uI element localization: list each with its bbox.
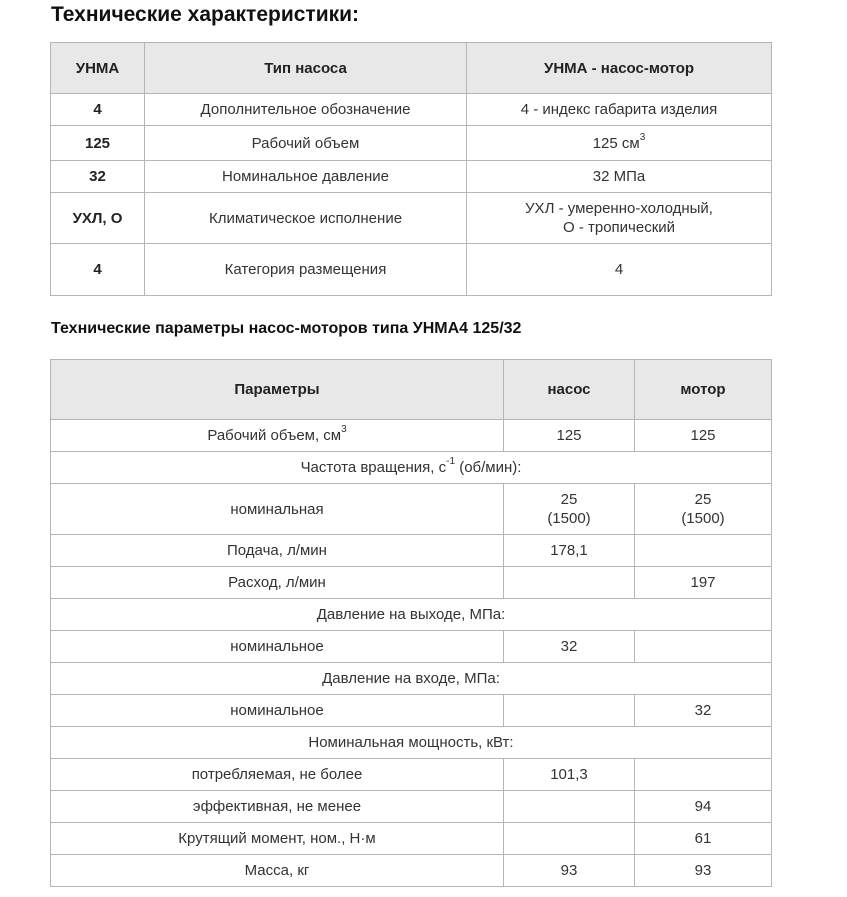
motor-cell: 125 bbox=[635, 420, 772, 452]
column-header-parameters: Параметры bbox=[51, 360, 504, 420]
meaning-cell: Дополнительное обозначение bbox=[145, 94, 467, 126]
column-header-type: Тип насоса bbox=[145, 43, 467, 94]
param-cell: Расход, л/мин bbox=[51, 567, 504, 599]
table-row bbox=[51, 791, 772, 823]
value-cell: 4 bbox=[467, 244, 772, 296]
code-cell: 4 bbox=[51, 244, 145, 296]
table-row bbox=[51, 161, 772, 193]
code-cell: УХЛ, О bbox=[51, 193, 145, 244]
param-cell bbox=[51, 420, 504, 452]
superscript: 3 bbox=[341, 424, 347, 435]
value-cell bbox=[467, 193, 772, 244]
table-row bbox=[51, 759, 772, 791]
value-text: 125 см bbox=[592, 134, 640, 152]
param-cell: номинальное bbox=[51, 631, 504, 663]
table-row bbox=[51, 244, 772, 296]
superscript: 3 bbox=[639, 131, 646, 143]
section-heading: Технические параметры насос-моторов типа УНМА4 125/32 bbox=[51, 320, 522, 337]
value-cell bbox=[467, 126, 772, 161]
section-cell: Давление на входе, МПа: bbox=[51, 663, 772, 695]
section-row bbox=[51, 452, 772, 484]
pump-cell bbox=[504, 567, 635, 599]
motor-cell: 94 bbox=[635, 791, 772, 823]
motor-value-rpm: (1500) bbox=[681, 510, 725, 527]
motor-cell: 61 bbox=[635, 823, 772, 855]
motor-cell bbox=[635, 631, 772, 663]
value-line-1: УХЛ - умеренно-холодный, bbox=[525, 200, 713, 217]
motor-cell bbox=[635, 535, 772, 567]
motor-value: 25 bbox=[694, 491, 712, 508]
motor-cell bbox=[635, 484, 772, 535]
table-row bbox=[51, 823, 772, 855]
param-cell: потребляемая, не более bbox=[51, 759, 504, 791]
section-tail: (об/мин): bbox=[455, 459, 522, 476]
designation-table bbox=[50, 42, 772, 296]
code-cell: 125 bbox=[51, 126, 145, 161]
value-line-2: О - тропический bbox=[562, 219, 676, 236]
pump-cell: 32 bbox=[504, 631, 635, 663]
superscript: -1 bbox=[446, 456, 456, 467]
value-cell: 32 МПа bbox=[467, 161, 772, 193]
table-row bbox=[51, 695, 772, 727]
motor-cell: 32 bbox=[635, 695, 772, 727]
code-cell: 4 bbox=[51, 94, 145, 126]
pump-cell: 125 bbox=[504, 420, 635, 452]
pump-value-rpm: (1500) bbox=[547, 510, 591, 527]
table-row bbox=[51, 126, 772, 161]
code-cell: 32 bbox=[51, 161, 145, 193]
section-text: Частота вращения, с bbox=[300, 459, 447, 476]
meaning-cell: Номинальное давление bbox=[145, 161, 467, 193]
pump-cell bbox=[504, 823, 635, 855]
pump-cell bbox=[504, 484, 635, 535]
section-row bbox=[51, 599, 772, 631]
motor-cell bbox=[635, 759, 772, 791]
param-cell: Крутящий момент, ном., Н·м bbox=[51, 823, 504, 855]
table-row bbox=[51, 855, 772, 887]
param-cell: эффективная, не менее bbox=[51, 791, 504, 823]
pump-cell: 93 bbox=[504, 855, 635, 887]
section-cell bbox=[51, 452, 772, 484]
param-cell: номинальная bbox=[51, 484, 504, 535]
column-header-code: УНМА bbox=[51, 43, 145, 94]
table-header-row bbox=[51, 360, 772, 420]
pump-cell bbox=[504, 791, 635, 823]
section-row bbox=[51, 663, 772, 695]
section-cell: Давление на выходе, МПа: bbox=[51, 599, 772, 631]
param-cell: номинальное bbox=[51, 695, 504, 727]
page-heading: Технические характеристики: bbox=[51, 3, 360, 26]
column-header-pump: насос bbox=[504, 360, 635, 420]
meaning-cell: Рабочий объем bbox=[145, 126, 467, 161]
column-header-description: УНМА - насос-мотор bbox=[467, 43, 772, 94]
table-row bbox=[51, 193, 772, 244]
section-cell: Номинальная мощность, кВт: bbox=[51, 727, 772, 759]
motor-cell: 197 bbox=[635, 567, 772, 599]
pump-cell: 101,3 bbox=[504, 759, 635, 791]
meaning-cell: Климатическое исполнение bbox=[145, 193, 467, 244]
pump-cell: 178,1 bbox=[504, 535, 635, 567]
table-row bbox=[51, 631, 772, 663]
param-text: Рабочий объем, см bbox=[207, 427, 342, 444]
parameters-table bbox=[50, 359, 772, 887]
table-row bbox=[51, 484, 772, 535]
column-header-motor: мотор bbox=[635, 360, 772, 420]
param-cell: Подача, л/мин bbox=[51, 535, 504, 567]
table-row bbox=[51, 535, 772, 567]
section-row bbox=[51, 727, 772, 759]
table-row bbox=[51, 420, 772, 452]
motor-cell: 93 bbox=[635, 855, 772, 887]
table-header-row bbox=[51, 43, 772, 94]
pump-cell bbox=[504, 695, 635, 727]
pump-value: 25 bbox=[560, 491, 578, 508]
meaning-cell: Категория размещения bbox=[145, 244, 467, 296]
value-cell: 4 - индекс габарита изделия bbox=[467, 94, 772, 126]
table-row bbox=[51, 567, 772, 599]
param-cell: Масса, кг bbox=[51, 855, 504, 887]
table-row bbox=[51, 94, 772, 126]
